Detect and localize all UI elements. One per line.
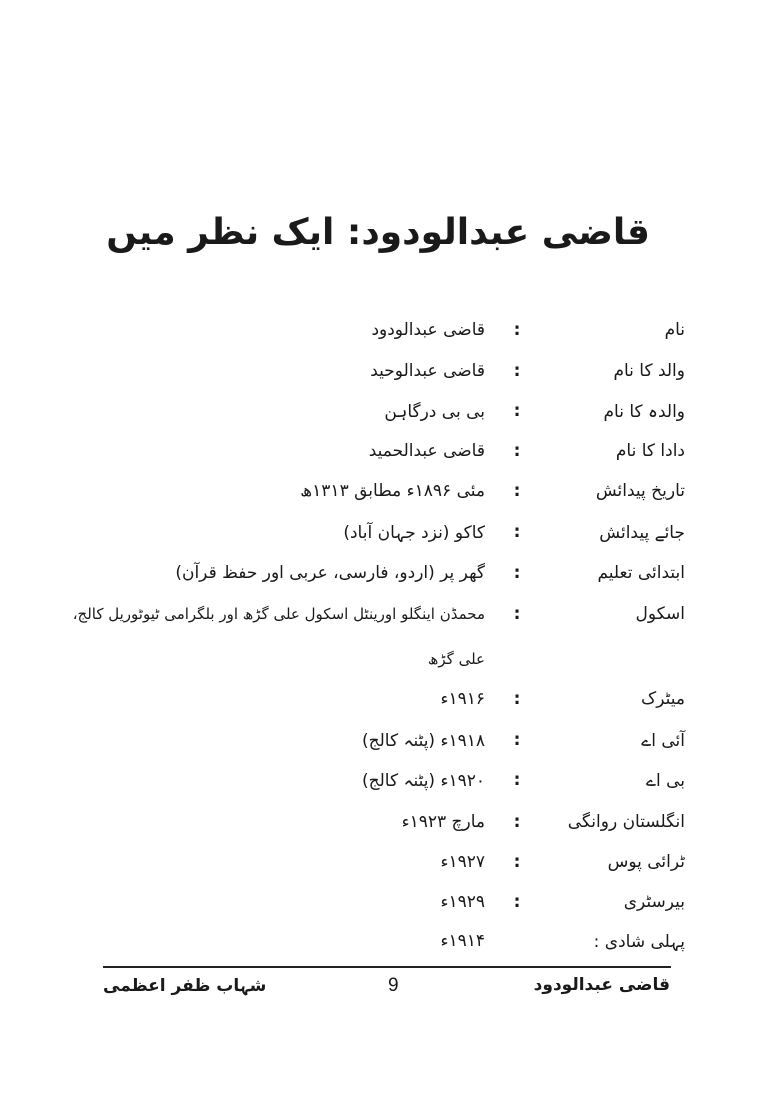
row-label: ٹرائی پوس <box>607 852 685 872</box>
footer-divider <box>103 966 671 968</box>
row-value: مارچ ۱۹۲۳ء <box>401 812 485 832</box>
row-colon: : <box>513 401 521 421</box>
row-grandfather-name <box>0 441 780 471</box>
row-value: ۱۹۲۰ء (پٹنہ کالج) <box>362 771 485 791</box>
row-label: بیرسٹری <box>623 892 685 912</box>
row-label: والدہ کا نام <box>603 402 685 422</box>
row-barrister <box>0 892 780 922</box>
row-label: آئی اے <box>641 731 685 751</box>
row-tripos <box>0 852 780 882</box>
row-father-name <box>0 361 780 391</box>
page-title: قاضی عبدالودود: ایک نظر میں <box>106 212 650 253</box>
row-matric <box>0 689 780 719</box>
row-label: پہلی شادی : <box>593 932 685 952</box>
row-value: ۱۹۲۹ء <box>440 892 485 912</box>
row-colon: : <box>513 812 521 832</box>
row-value: قاضی عبدالحمید <box>368 441 485 461</box>
row-colon: : <box>513 522 521 542</box>
row-name <box>0 320 780 350</box>
row-label: میٹرک <box>641 689 685 709</box>
row-ia <box>0 730 780 760</box>
row-label: تاریخ پیدائش <box>595 481 685 501</box>
footer-book-title: قاضی عبدالودود <box>533 975 670 995</box>
row-value: مئی ۱۸۹۶ء مطابق ۱۳۱۳ھ <box>300 481 485 501</box>
row-value: ۱۹۲۷ء <box>440 852 485 872</box>
row-label: دادا کا نام <box>615 441 685 461</box>
row-colon: : <box>513 770 521 790</box>
row-colon: : <box>513 892 521 912</box>
page-number: 9 <box>388 975 399 996</box>
row-value: قاضی عبدالودود <box>371 320 485 340</box>
row-colon: : <box>513 320 521 340</box>
row-label: نام <box>664 320 685 340</box>
row-value: ۱۹۱۴ء <box>440 931 485 951</box>
row-label: والد کا نام <box>613 361 685 381</box>
row-value: ۱۹۱۶ء <box>440 689 485 709</box>
row-label: ابتدائی تعلیم <box>597 563 685 583</box>
row-value: ۱۹۱۸ء (پٹنہ کالج) <box>362 731 485 751</box>
row-value: قاضی عبدالوحید <box>370 361 485 381</box>
row-value-continued: علی گڑھ <box>427 650 485 668</box>
row-label: جائے پیدائش <box>599 523 685 543</box>
row-colon: : <box>513 852 521 872</box>
row-value: کاکو (نزد جہان آباد) <box>343 523 485 543</box>
row-school <box>0 604 780 634</box>
row-value: گھر پر (اردو، فارسی، عربی اور حفظ قرآن) <box>175 563 485 583</box>
row-birth-place <box>0 522 780 552</box>
row-label: اسکول <box>635 604 685 624</box>
row-label: بی اے <box>646 771 685 791</box>
row-colon: : <box>513 563 521 583</box>
row-value: محمڈن اینگلو اورینٹل اسکول علی گڑھ اور بلگرامی ٹیوٹوریل کالج، <box>72 605 485 623</box>
footer-author: شہاب ظفر اعظمی <box>103 976 267 996</box>
row-first-marriage <box>0 931 780 961</box>
row-early-education <box>0 563 780 593</box>
row-birth-date <box>0 481 780 511</box>
row-colon: : <box>513 481 521 501</box>
row-mother-name <box>0 401 780 431</box>
row-england-departure <box>0 812 780 842</box>
row-ba <box>0 770 780 800</box>
row-colon: : <box>513 441 521 461</box>
row-school-continued <box>0 650 780 680</box>
row-colon: : <box>513 361 521 381</box>
row-colon: : <box>513 604 521 624</box>
row-label: انگلستان روانگی <box>567 812 685 832</box>
row-colon: : <box>513 730 521 750</box>
row-colon: : <box>513 689 521 709</box>
row-value: بی بی درگاہن <box>384 402 485 422</box>
